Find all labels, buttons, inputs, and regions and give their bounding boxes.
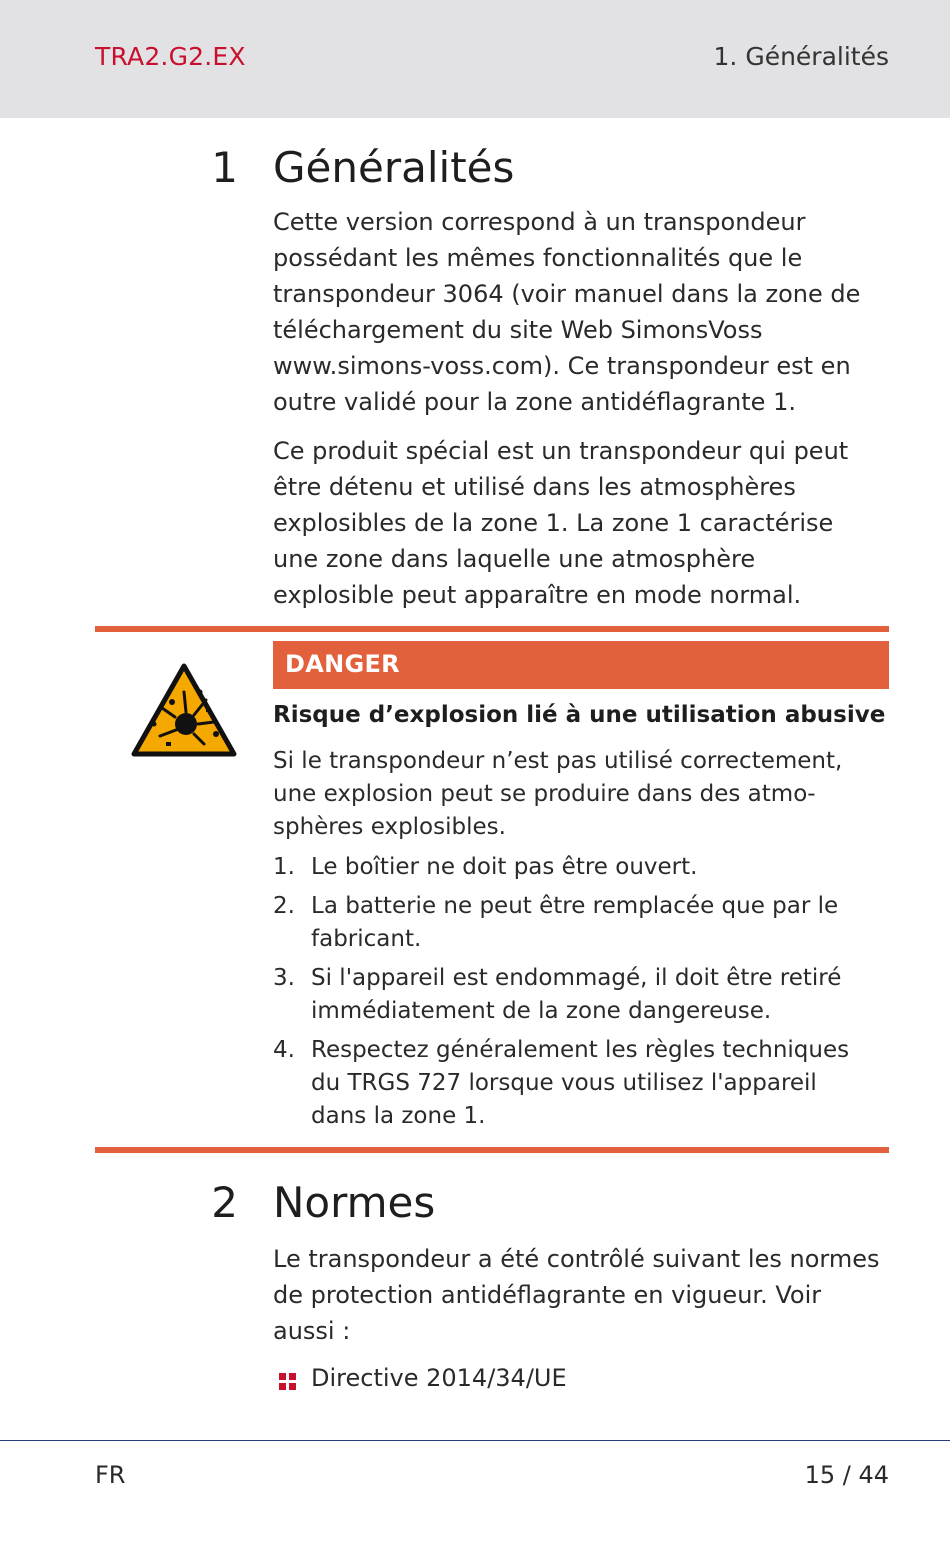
paragraph: Cette version correspond à un transpondeur possédant les mêmes fonctionnalités que le transpondeur 3064 (voir manuel dans la zone de téléchargement du site Web SimonsVoss www.simons-voss.com). Ce transpondeur est en outre validé pour la zone antidéflagrante 1. [273, 208, 861, 416]
danger-top-rule [95, 626, 889, 632]
section-number: 1 [211, 143, 238, 192]
page-number: 15 / 44 [804, 1461, 889, 1489]
chapter-title: 1. Généralités [713, 42, 889, 71]
danger-banner [273, 641, 889, 689]
step-number: 3. [273, 965, 295, 991]
step-text: La batterie ne peut être remplacée que par le fabricant. [311, 893, 839, 952]
list-item: Directive 2014/34/UE [311, 1364, 567, 1392]
paragraph: Le transpondeur a été contrôlé suivant les normes de protection antidéflagrante en vigueur. Voir aussi : [273, 1245, 880, 1345]
section-title: Généralités [273, 143, 515, 192]
danger-bottom-rule [95, 1147, 889, 1153]
explosive-warning-icon [130, 662, 238, 758]
footer-divider [0, 1440, 950, 1441]
step-number: 4. [273, 1037, 295, 1063]
step-text: Respectez généralement les règles techniques du TRGS 727 lorsque vous utilisez l'appareil dans la zone 1. [311, 1037, 850, 1129]
language-code: FR [95, 1461, 126, 1489]
danger-label: DANGER [285, 650, 400, 678]
step-number: 2. [273, 893, 295, 919]
section-number: 2 [211, 1178, 238, 1227]
paragraph: Ce produit spécial est un transpondeur qui peut être détenu et utilisé dans les atmosphères explosibles de la zone 1. La zone 1 caractérise une zone dans laquelle une atmosphère explosible peut apparaître en mode normal. [273, 437, 849, 609]
step-text: Si l'appareil est endommagé, il doit être retiré immédiatement de la zone dangereuse. [311, 965, 842, 1024]
step-text: Le boîtier ne doit pas être ouvert. [311, 854, 698, 880]
square-bullet-icon [279, 1373, 297, 1391]
warning-text: Si le transpondeur n’est pas utilisé correctement, une explosion peut se produire dans des atmosphères explosibles. [273, 748, 843, 840]
step-number: 1. [273, 854, 295, 880]
product-name: TRA2.G2.EX [95, 42, 246, 71]
page-header [0, 0, 950, 118]
section-title: Normes [273, 1178, 436, 1227]
warning-heading: Risque d’explosion lié à une utilisation abusive [273, 702, 886, 728]
